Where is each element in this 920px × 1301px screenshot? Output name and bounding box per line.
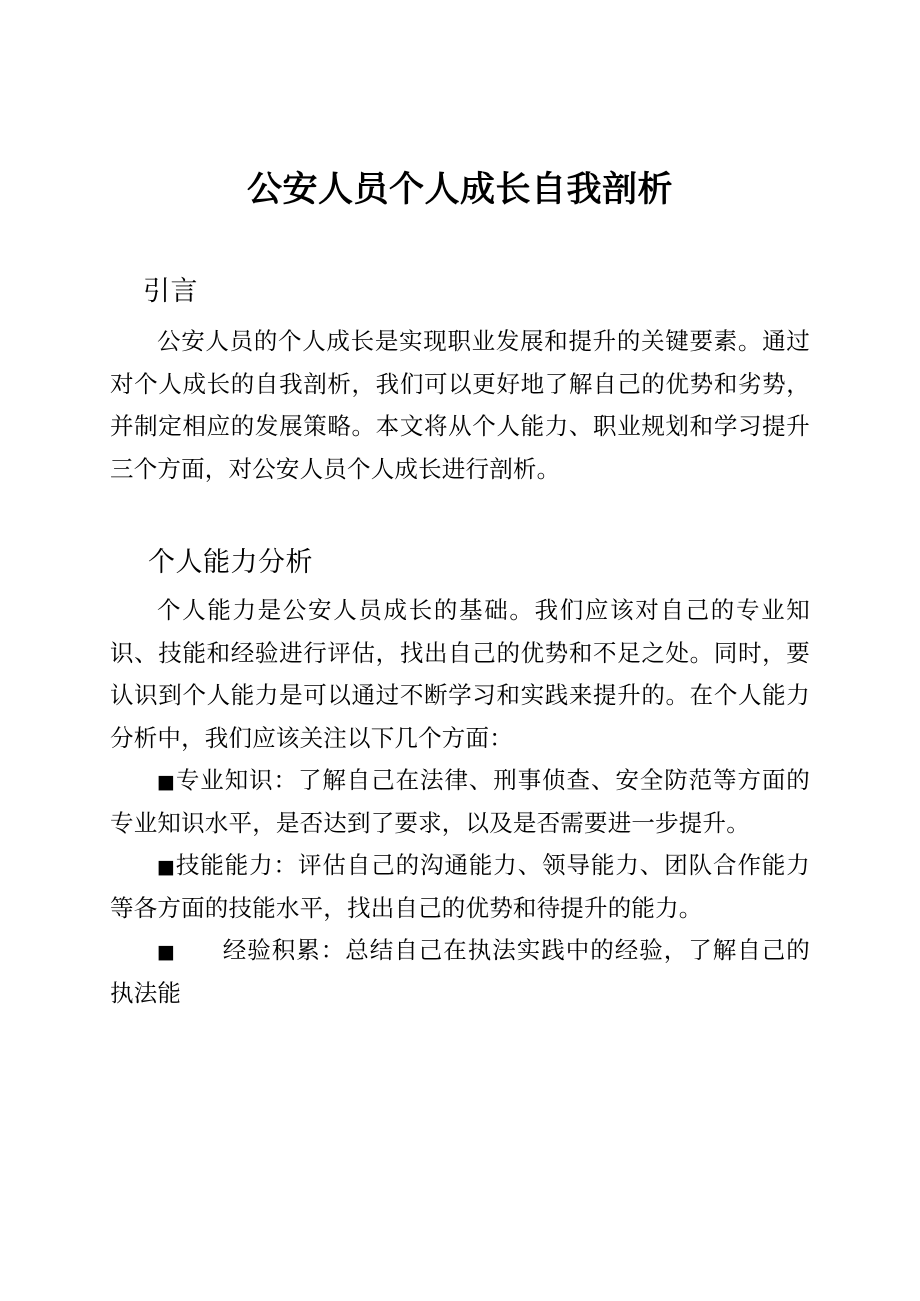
list-item <box>110 929 810 1014</box>
document-content <box>110 0 810 1014</box>
section-heading-introduction: 引言 <box>143 276 198 307</box>
square-bullet-icon: ■ <box>157 941 176 963</box>
page-title: 公安人员个人成长自我剖析 <box>246 170 673 210</box>
list-item <box>110 759 810 844</box>
square-bullet-icon: ■ <box>157 771 176 793</box>
section-heading-ability-analysis: 个人能力分析 <box>148 547 313 578</box>
list-item-text: 专业知识：了解自己在法律、刑事侦查、安全防范等方面的专业知识水平，是否达到了要求，以及是否需要进一步提升。 <box>110 766 810 837</box>
list-item <box>110 844 810 929</box>
paragraph-ability-analysis: 个人能力是公安人员成长的基础。我们应该对自己的专业知识、技能和经验进行评估，找出自己的优势和不足之处。同时，要认识到个人能力是可以通过不断学习和实践来提升的。在个人能力分析中，我们应该关注以下几个方面： <box>110 596 810 752</box>
square-bullet-icon: ■ <box>157 856 176 878</box>
list-item-text: 技能能力：评估自己的沟通能力、领导能力、团队合作能力等各方面的技能水平，找出自己的优势和待提升的能力。 <box>110 851 810 922</box>
paragraph-introduction: 公安人员的个人成长是实现职业发展和提升的关键要素。通过对个人成长的自我剖析，我们可以更好地了解自己的优势和劣势，并制定相应的发展策略。本文将从个人能力、职业规划和学习提升三个方面，对公安人员个人成长进行剖析。 <box>110 327 810 483</box>
list-item-text: 经验积累：总结自己在执法实践中的经验，了解自己的执法能 <box>110 936 810 1007</box>
